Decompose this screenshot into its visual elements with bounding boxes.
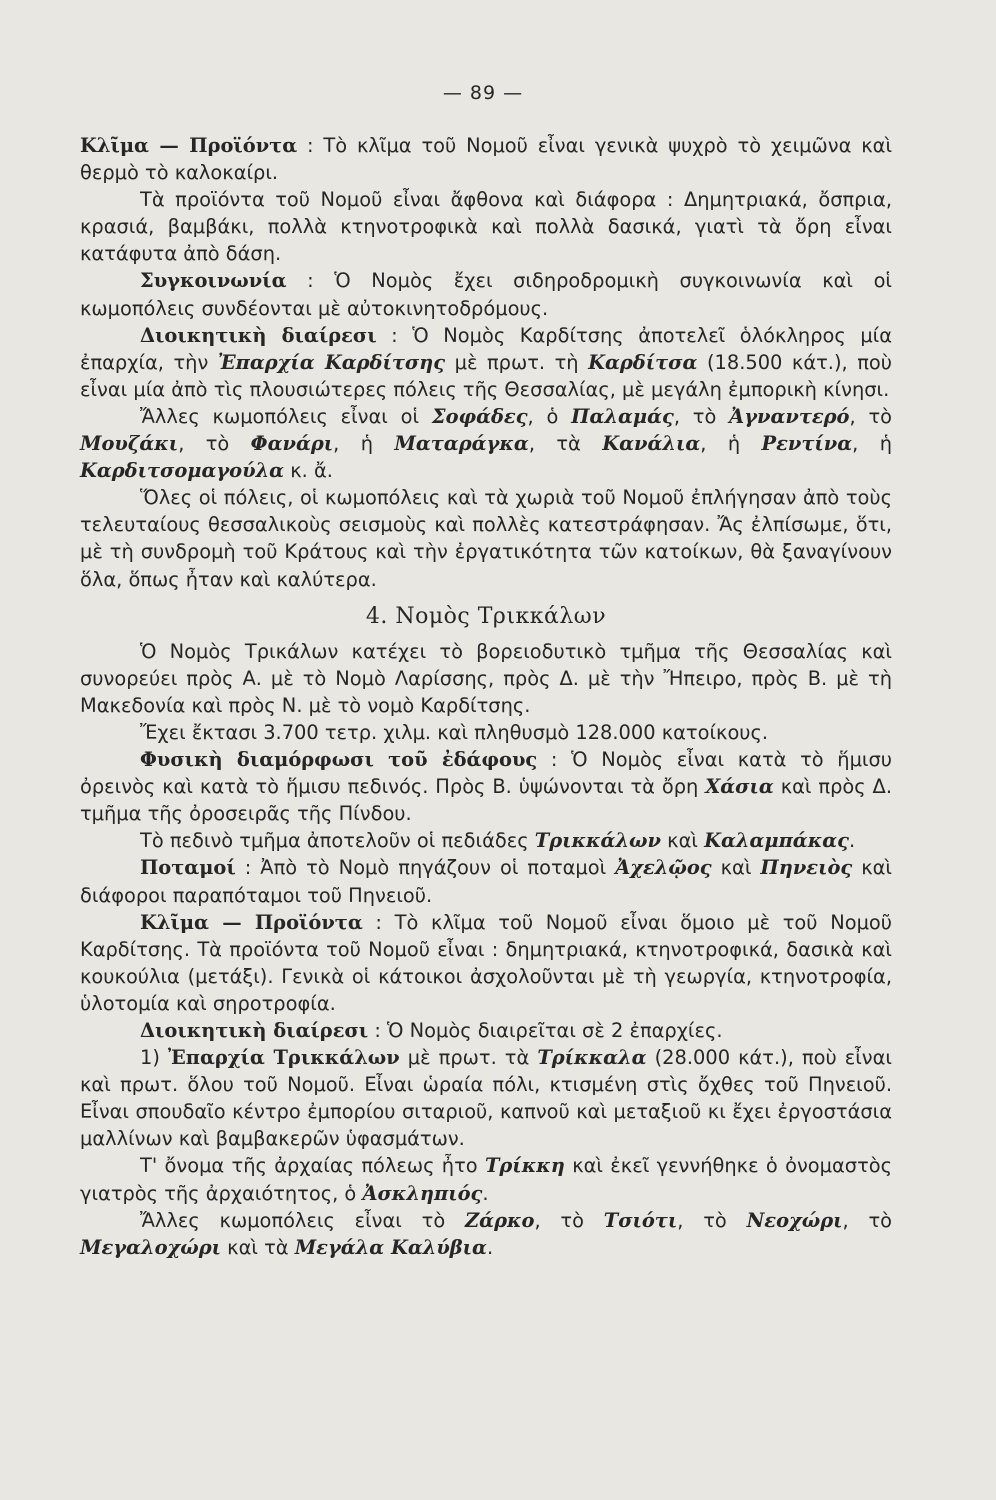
paragraph — [80, 638, 892, 719]
emphasized-term: Φανάρι — [250, 432, 334, 456]
emphasized-term: Τρίκκη — [484, 1154, 565, 1178]
emphasized-term: Ματαράγκα — [394, 432, 529, 456]
paragraph-text: μὲ πρωτ. τὴ — [445, 350, 589, 374]
paragraph-text: : Ἀπὸ τὸ Νομὸ πηγάζουν οἱ ποταμοὶ — [235, 856, 616, 880]
emphasized-term: Τσιότι — [603, 1208, 678, 1232]
emphasized-term: Τρίκκαλα — [537, 1046, 647, 1070]
paragraph — [80, 403, 892, 484]
paragraph-text: , ὁ — [527, 404, 572, 428]
page-body — [80, 132, 892, 1261]
paragraph-text: : Ὁ Νομὸς Καρδίτσης ἀποτελεῖ ὁλόκληρος μία ἐπαρχία, τὴν — [80, 323, 893, 374]
paragraph — [80, 1207, 892, 1261]
paragraph — [80, 854, 892, 908]
paragraph — [80, 909, 892, 1017]
emphasized-term: Συγκοινωνία — [140, 269, 287, 293]
paragraph-text: , τὸ — [534, 1208, 604, 1232]
emphasized-term: Ἀσκληπιός — [362, 1181, 483, 1205]
emphasized-term: Τρικκάλων — [534, 829, 661, 853]
emphasized-term: Ζάρκο — [465, 1208, 535, 1232]
paragraph-text: , τὸ — [677, 1208, 747, 1232]
emphasized-term: Κανάλια — [602, 432, 701, 456]
emphasized-term: Νεοχώρι — [746, 1208, 843, 1232]
emphasized-term: Ποταμοί — [140, 856, 236, 880]
paragraph-text: : Τὸ κλῖμα τοῦ Νομοῦ εἶναι ὅμοιο μὲ τοῦ Νομοῦ Καρδίτσης. Τὰ προϊόντα τοῦ Νομοῦ εἶναι : δημητριακά, κτηνοτροφικά, δασικὰ καὶ κουκούλια (μετάξι). Γενικὰ οἱ κάτοικοι ἀσχολοῦνται μὲ τὴ γεωργία, κτηνοτροφία, ὑλοτομία καὶ σηροτροφία. — [80, 910, 892, 1015]
emphasized-term: Χάσια — [705, 775, 774, 799]
paragraph-text: , τὸ — [178, 432, 251, 456]
emphasized-term: Μεγάλα Καλύβια — [294, 1235, 487, 1259]
paragraph-text: Ὅλες οἱ πόλεις, οἱ κωμοπόλεις καὶ τὰ χωριὰ τοῦ Νομοῦ ἐπλήγησαν ἀπὸ τοὺς τελευταίους θεσσαλικοὺς σεισμοὺς καὶ πολλὲς κατεστράφησαν. Ἄς ἐλπίσωμε, ὅτι, μὲ τὴ συνδρομὴ τοῦ Κράτους καὶ τὴν ἐργατικότητα τῶν κατοίκων, θὰ ξαναγίνουν ὅλα, ὅπως ἦταν καὶ καλύτερα. — [80, 486, 892, 591]
paragraph-text: Ὁ Νομὸς Τρικάλων κατέχει τὸ βορειοδυτικὸ τμῆμα τῆς Θεσσαλίας καὶ συνορεύει πρὸς Α. μὲ τὸ Νομὸ Λαρίσσης, πρὸς Δ. μὲ τὴν Ἤπειρο, πρὸς Β. μὲ τὴ Μακεδονία καὶ πρὸς Ν. μὲ τὸ νομὸ Καρδίτσης. — [80, 639, 892, 717]
section-heading: 4. Νομὸς Τρικκάλων — [365, 603, 607, 629]
paragraph-text: : Ὁ Νομὸς εἶναι κατὰ τὸ ἥμισυ ὀρεινὸς καὶ κατὰ τὸ ἥμισυ πεδινός. Πρὸς Β. ὑψώνονται τὰ ὄρη — [80, 748, 892, 799]
paragraph-text: καὶ ἐκεῖ γεννήθηκε ὁ ὀνομαστὸς γιατρὸς τῆς ἀρχαιότητος, ὁ — [80, 1154, 893, 1205]
paragraph — [80, 1017, 892, 1044]
paragraph-text: Ἔχει ἔκτασι 3.700 τετρ. χιλμ. καὶ πληθυσμὸ 128.000 κατοίκους. — [140, 720, 769, 744]
paragraph-text: , τὸ — [849, 404, 893, 428]
paragraph-text: Ἄλλες κωμοπόλεις εἶναι οἱ — [140, 404, 432, 428]
emphasized-term: Πηνειὸς — [760, 856, 853, 880]
paragraph-text: , ἡ — [700, 432, 762, 456]
paragraph-text: . — [486, 1235, 494, 1259]
emphasized-term: Ἐπαρχία Τρικκάλων — [167, 1046, 400, 1070]
page-number: — 89 — — [442, 82, 524, 104]
emphasized-term: Ἐπαρχία Καρδίτσης — [217, 350, 446, 374]
paragraph-text: , τὸ — [673, 404, 730, 428]
paragraph-text: : Ὁ Νομὸς ἔχει σιδηροδρομικὴ συγκοινωνία καὶ οἱ κωμοπόλεις συνδέονται μὲ αὐτοκινητοδρόμους. — [80, 269, 892, 320]
paragraph-text: (28.000 κάτ.), ποὺ εἶναι καὶ πρωτ. ὅλου τοῦ Νομοῦ. Εἶναι ὡραία πόλι, κτισμένη στὶς ὄχθες τοῦ Πηνειοῦ. Εἶναι σπουδαῖο κέντρο ἐμπορίου σιταριοῦ, καπνοῦ καὶ μεταξιοῦ κι ἔχει ἐργοστάσια μαλλίνων καὶ βαμβακερῶν ὑφασμάτων. — [80, 1046, 892, 1151]
paragraph — [80, 719, 892, 746]
paragraph-text: , τὰ — [528, 432, 603, 456]
paragraph — [80, 132, 892, 186]
paragraph-text: 1) — [140, 1046, 168, 1070]
emphasized-term: Κλῖμα — Προϊόντα — [80, 134, 298, 157]
emphasized-term: Παλαμάς — [571, 404, 674, 428]
emphasized-term: Καρδιτσομαγούλα — [80, 459, 285, 483]
paragraph-text: καὶ — [660, 829, 705, 853]
emphasized-term: Καρδίτσα — [588, 350, 698, 374]
paragraph-text: καὶ τὰ — [221, 1235, 295, 1259]
paragraph-text: καὶ — [711, 856, 761, 880]
emphasized-term: Διοικητικὴ διαίρεσι — [140, 323, 377, 347]
paragraph-text: , ἡ — [333, 432, 395, 456]
paragraph — [80, 267, 892, 321]
emphasized-term: Μεγαλοχώρι — [80, 1235, 221, 1259]
emphasized-term: Καλαμπάκας — [704, 829, 849, 853]
paragraph-text: καὶ διάφοροι παραπόταμοι τοῦ Πηνειοῦ. — [80, 856, 892, 907]
paragraph-text: , ἡ — [852, 432, 892, 456]
paragraph — [80, 1152, 892, 1206]
paragraph-text: Τ' ὄνομα τῆς ἀρχαίας πόλεως ἦτο — [140, 1154, 485, 1178]
paragraph-text: , τὸ — [842, 1208, 893, 1232]
paragraph-text: καὶ πρὸς Δ. τμῆμα τῆς ὀροσειρᾶς τῆς Πίνδου. — [80, 775, 892, 826]
paragraph — [80, 484, 892, 592]
paragraph — [80, 186, 892, 267]
emphasized-term: Μουζάκι — [80, 432, 179, 456]
paragraph-text: . — [848, 829, 856, 853]
emphasized-term: Ἀχελῷος — [615, 856, 712, 880]
paragraph — [80, 827, 892, 854]
paragraph-text: κ. ἄ. — [284, 459, 333, 483]
paragraph-text: : Ὁ Νομὸς διαιρεῖται σὲ 2 ἐπαρχίες. — [368, 1019, 723, 1042]
emphasized-term: Κλῖμα — Προϊόντα — [140, 910, 363, 934]
paragraphs-after-heading — [80, 638, 892, 1261]
paragraph-text: . — [482, 1181, 489, 1205]
paragraph — [80, 746, 892, 827]
paragraph-text: Τὰ προϊόντα τοῦ Νομοῦ εἶναι ἄφθονα καὶ διάφορα : Δημητριακά, ὄσπρια, κρασιά, βαμβάκι, πολλὰ κτηνοτροφικὰ καὶ πολλὰ δασικά, γιατὶ τὰ ὄρη εἶναι κατάφυτα ἀπὸ δάση. — [80, 188, 892, 266]
emphasized-term: Σοφάδες — [431, 404, 528, 428]
emphasized-term: Ἀγναντερό — [729, 404, 850, 428]
emphasized-term: Ρεντίνα — [761, 432, 853, 456]
paragraph-text: Ἄλλες κωμοπόλεις εἶναι τὸ — [140, 1208, 465, 1232]
paragraph-text: (18.500 κάτ.), ποὺ εἶναι μία ἀπὸ τὶς πλουσιώτερες πόλεις τῆς Θεσσαλίας, μὲ μεγάλη ἐμπορικὴ κίνησι. — [80, 350, 892, 401]
paragraphs-before-heading — [80, 132, 892, 593]
paragraph — [80, 1044, 892, 1152]
paragraph-text: μὲ πρωτ. τὰ — [399, 1046, 538, 1070]
paragraph-text: : Τὸ κλῖμα τοῦ Νομοῦ εἶναι γενικὰ ψυχρὸ τὸ χειμῶνα καὶ θερμὸ τὸ καλοκαίρι. — [80, 134, 893, 185]
paragraph-text: Τὸ πεδινὸ τμῆμα ἀποτελοῦν οἱ πεδιάδες — [140, 829, 535, 853]
emphasized-term: Διοικητικὴ διαίρεσι — [140, 1019, 369, 1042]
paragraph — [80, 322, 892, 403]
emphasized-term: Φυσικὴ διαμόρφωσι τοῦ ἐδάφους — [140, 748, 538, 772]
